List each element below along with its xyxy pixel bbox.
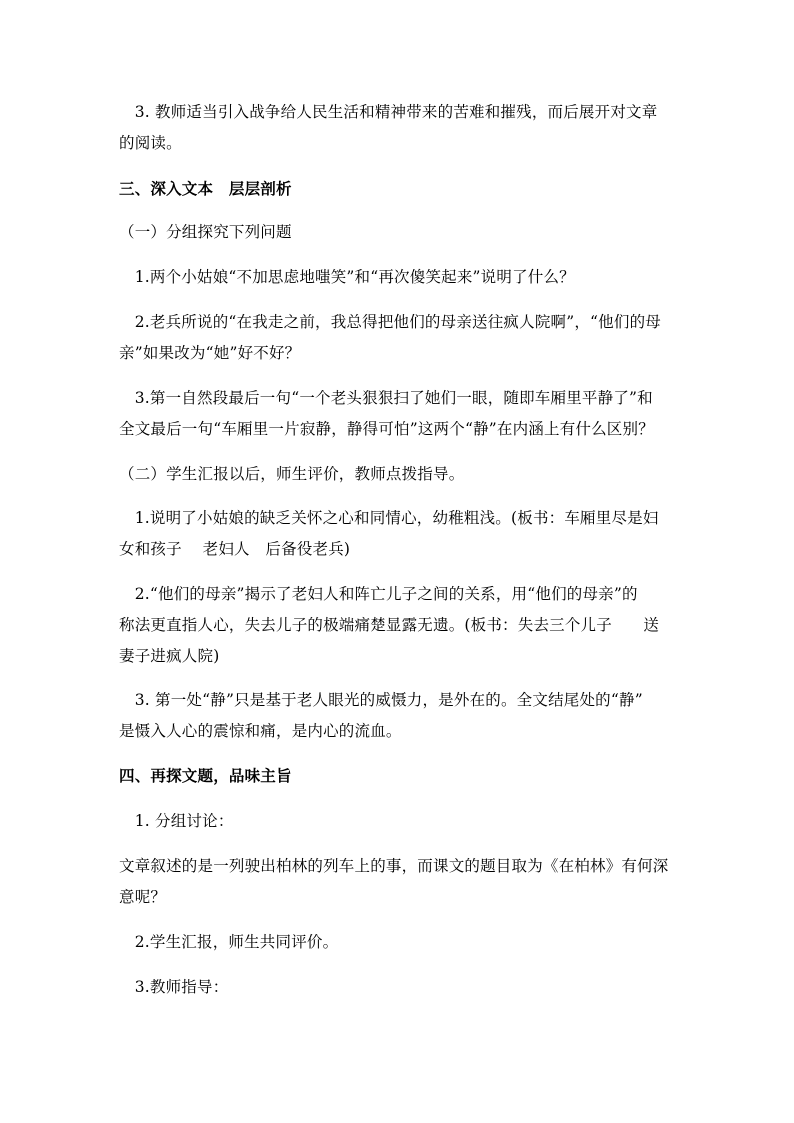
answer-line: 2.“他们的母亲”揭示了老妇人和阵亡儿子之间的关系，用“他们的母亲”的 — [119, 585, 638, 603]
answer-line: 女和孩子 老妇人 后备役老兵) — [119, 540, 351, 558]
answer-line: 妻子进疯人院) — [119, 647, 220, 665]
section-heading: 三、深入文本 层层剖析 — [119, 180, 292, 198]
paragraph-line: 文章叙述的是一列驶出柏林的列车上的事，而课文的题目取为《在柏林》有何深 — [119, 857, 669, 875]
question-line: 亲”如果改为“她”好不好？ — [119, 344, 301, 362]
paragraph-line: 意呢？ — [119, 888, 167, 906]
paragraph-line: 的阅读。 — [119, 134, 182, 152]
paragraph-line: 3.教师指导： — [119, 978, 229, 996]
question-line: 3.第一自然段最后一句“一个老头狠狠扫了她们一眼，随即车厢里平静了”和 — [119, 389, 653, 407]
section-heading: 四、再探文题，品味主旨 — [119, 767, 292, 785]
question-line: 全文最后一句“车厢里一片寂静，静得可怕”这两个“静”在内涵上有什么区别？ — [119, 420, 654, 438]
paragraph-line: 1. 分组讨论： — [119, 812, 234, 830]
question-line: 1.两个小姑娘“不加思虑地嗤笑”和“再次傻笑起来”说明了什么？ — [119, 268, 575, 286]
answer-line: 3. 第一处“静”只是基于老人眼光的威慑力，是外在的。全文结尾处的“静” — [119, 691, 643, 709]
paragraph-line: 3. 教师适当引入战争给人民生活和精神带来的苦难和摧残，而后展开对文章 — [119, 103, 658, 121]
question-line: 2.老兵所说的“在我走之前，我总得把他们的母亲送往疯人院啊”，“他们的母 — [119, 313, 661, 331]
answer-line: 1.说明了小姑娘的缺乏关怀之心和同情心，幼稚粗浅。(板书：车厢里尽是妇 — [119, 509, 659, 527]
answer-line: 是慑入人心的震惊和痛，是内心的流血。 — [119, 722, 402, 740]
answer-line: 称法更直指人心，失去儿子的极端痛楚显露无遗。(板书：失去三个儿子 送 — [119, 616, 660, 634]
paragraph-line: 2.学生汇报，师生共同评价。 — [119, 933, 339, 951]
subsection-heading: （二）学生汇报以后，师生评价，教师点拨指导。 — [119, 465, 465, 483]
subsection-heading: （一）分组探究下列问题 — [119, 223, 292, 241]
